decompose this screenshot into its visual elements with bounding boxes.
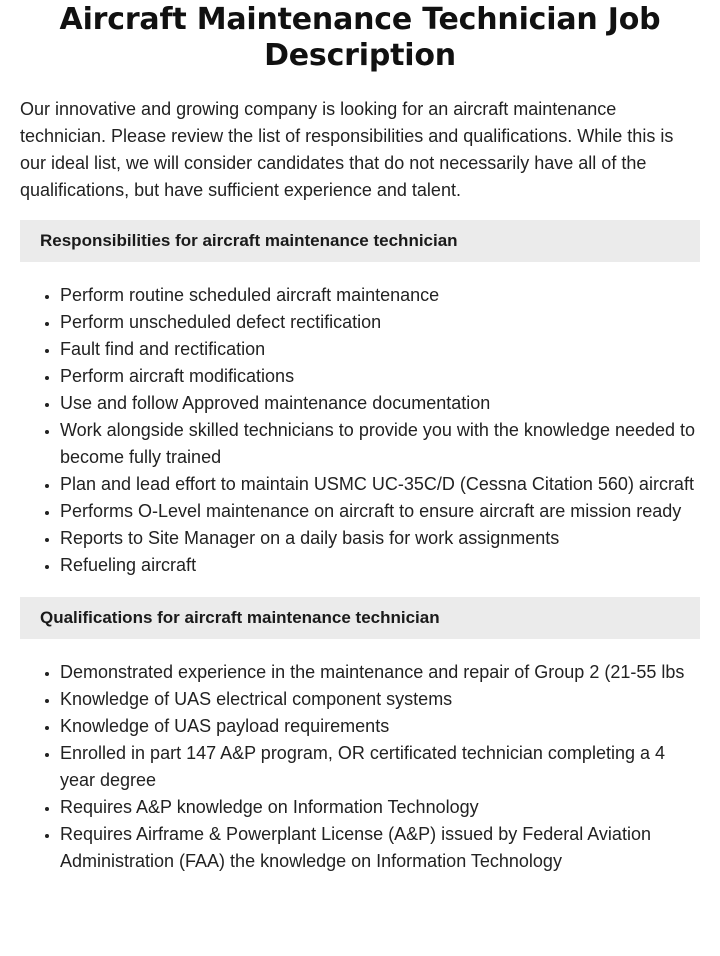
intro-paragraph: Our innovative and growing company is looking for an aircraft maintenance technician. Please review the list of responsibilities and qualifications. While this is our ideal list, we will consider candidates that do not necessarily have all of the qualifications, but have sufficient experience and talent.	[20, 99, 674, 200]
list-item: • Plan and lead effort to maintain USMC UC-35C/D (Cessna Citation 560) aircraft	[60, 471, 700, 498]
responsibilities-header: Responsibilities for aircraft maintenance technician	[20, 220, 700, 262]
list-item: • Requires Airframe & Powerplant License (A&P) issued by Federal Aviation Administration (FAA) the knowledge on Information Technology	[60, 821, 700, 875]
list-item: • Knowledge of UAS payload requirements	[60, 713, 700, 740]
list-item: • Knowledge of UAS electrical component systems	[60, 686, 700, 713]
list-item: • Requires A&P knowledge on Information Technology	[60, 794, 700, 821]
list-item: • Performs O-Level maintenance on aircraft to ensure aircraft are mission ready	[60, 498, 700, 525]
list-item: • Demonstrated experience in the maintenance and repair of Group 2 (21-55 lbs	[60, 659, 700, 686]
list-item: • Perform aircraft modifications	[60, 363, 700, 390]
list-item: • Reports to Site Manager on a daily basis for work assignments	[60, 525, 700, 552]
responsibilities-list	[20, 282, 700, 579]
list-item: • Work alongside skilled technicians to provide you with the knowledge needed to become fully trained	[60, 417, 700, 471]
list-item: • Refueling aircraft	[60, 552, 700, 579]
qualifications-header: Qualifications for aircraft maintenance technician	[20, 597, 700, 639]
list-item: • Enrolled in part 147 A&P program, OR certificated technician completing a 4 year degree	[60, 740, 700, 794]
qualifications-list	[20, 659, 700, 875]
list-item: • Use and follow Approved maintenance documentation	[60, 390, 700, 417]
list-item: • Fault find and rectification	[60, 336, 700, 363]
list-item: • Perform routine scheduled aircraft maintenance	[60, 282, 700, 309]
page-title: Aircraft Maintenance Technician Job Description	[59, 2, 661, 73]
list-item: • Perform unscheduled defect rectification	[60, 309, 700, 336]
